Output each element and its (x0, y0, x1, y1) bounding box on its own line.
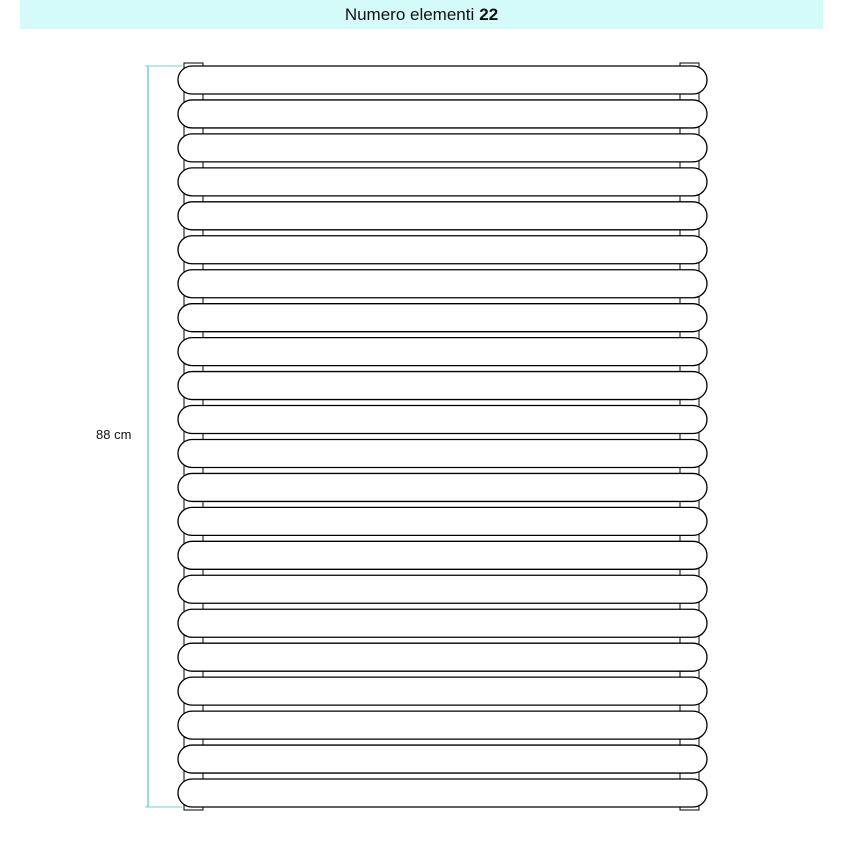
radiator-tubes (178, 66, 707, 807)
element-count-value: 22 (479, 4, 499, 24)
radiator-element (178, 202, 707, 230)
radiator-element (178, 677, 707, 705)
radiator-element (178, 372, 707, 400)
radiator-element (178, 406, 707, 434)
radiator-element (178, 168, 707, 196)
radiator-element (178, 609, 707, 637)
radiator-element (178, 304, 707, 332)
radiator-element (178, 541, 707, 569)
radiator-element (178, 66, 707, 94)
radiator-element (178, 507, 707, 535)
height-dimension-label: 88 cm (96, 427, 132, 442)
radiator-element (178, 439, 707, 467)
radiator-element (178, 236, 707, 264)
radiator-element (178, 643, 707, 671)
element-count-label: Numero elementi (344, 4, 475, 24)
height-dimension-line (145, 66, 182, 807)
radiator-element (178, 575, 707, 603)
radiator-element (178, 270, 707, 298)
radiator-element (178, 745, 707, 773)
radiator-element (178, 100, 707, 128)
radiator-element (178, 711, 707, 739)
radiator-element (178, 338, 707, 366)
radiator-element (178, 134, 707, 162)
radiator-element (178, 779, 707, 807)
radiator-element (178, 473, 707, 501)
